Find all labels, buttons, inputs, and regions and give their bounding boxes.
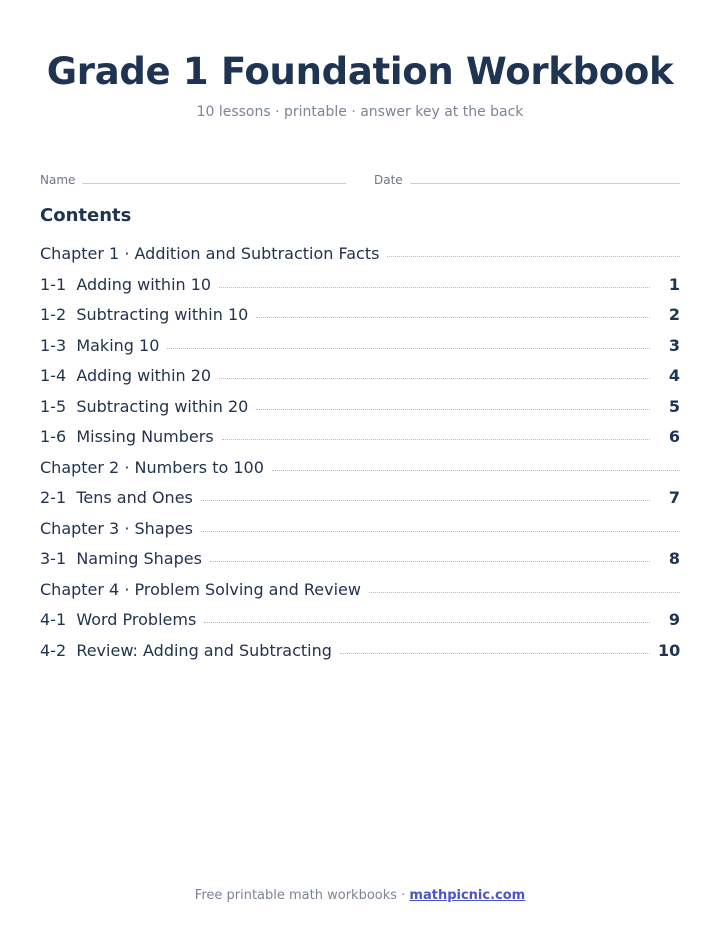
lesson-title: Tens and Ones [76, 488, 193, 507]
lesson-code: 3-1 [40, 549, 67, 568]
dot-leader [219, 287, 650, 288]
dot-leader [369, 592, 680, 593]
lesson-title: Subtracting within 10 [76, 305, 249, 324]
lesson-row-3-1[interactable] [40, 547, 680, 578]
dot-leader [204, 622, 650, 623]
dot-leader [256, 317, 650, 318]
chapter-label: Chapter 4 · Problem Solving and Review [40, 579, 361, 599]
lesson-page-number: 1 [668, 274, 680, 294]
lesson-row-1-6[interactable] [40, 425, 680, 456]
lesson-row-1-3[interactable] [40, 334, 680, 365]
chapter-row-2[interactable] [40, 456, 680, 487]
date-field[interactable] [374, 172, 680, 188]
contents-heading: Contents [40, 205, 132, 226]
lesson-row-4-1[interactable] [40, 608, 680, 639]
dot-leader [201, 531, 680, 532]
name-label: Name [40, 173, 76, 187]
date-label: Date [374, 173, 403, 187]
lesson-title: Adding within 10 [76, 274, 212, 294]
lesson-code: 4-2 [40, 640, 67, 660]
lesson-title: Word Problems [76, 610, 197, 629]
lesson-code: 1-1 [40, 274, 67, 294]
lesson-code: 2-1 [40, 488, 67, 507]
dot-leader [387, 256, 680, 257]
lesson-row-1-2[interactable] [40, 303, 680, 334]
footer-text: Free printable math workbooks · [194, 888, 410, 903]
lesson-row-4-2[interactable] [40, 639, 680, 670]
dot-leader [210, 561, 650, 562]
lesson-row-1-1[interactable] [40, 273, 680, 304]
dot-leader [167, 348, 650, 349]
chapter-row-4[interactable] [40, 578, 680, 609]
dot-leader [272, 470, 680, 471]
lesson-page-number: 6 [668, 427, 680, 446]
lesson-code: 1-5 [40, 396, 67, 416]
lesson-page-number: 9 [668, 610, 680, 629]
lesson-page-number: 4 [668, 366, 680, 385]
lesson-title: Subtracting within 20 [76, 396, 249, 416]
page-title: Grade 1 Foundation Workbook [46, 50, 674, 93]
lesson-title: Review: Adding and Subtracting [76, 640, 332, 660]
lesson-code: 1-2 [40, 305, 67, 324]
lesson-page-number: 5 [668, 396, 680, 416]
lesson-code: 1-6 [40, 427, 67, 446]
page-subtitle: 10 lessons · printable · answer key at the back [196, 104, 524, 120]
name-write-line[interactable] [82, 183, 346, 184]
lesson-row-1-5[interactable] [40, 395, 680, 426]
lesson-title: Adding within 20 [76, 366, 212, 385]
page-footer [0, 886, 720, 906]
dot-leader [256, 409, 650, 410]
lesson-page-number: 7 [668, 488, 680, 507]
lesson-page-number: 2 [668, 305, 680, 324]
chapter-label: Chapter 1 · Addition and Subtraction Facts [40, 244, 380, 263]
lesson-page-number: 10 [658, 640, 681, 660]
name-field[interactable] [40, 172, 346, 188]
dot-leader [219, 378, 650, 379]
footer-site-link[interactable]: mathpicnic.com [409, 888, 526, 903]
table-of-contents [40, 242, 680, 669]
lesson-page-number: 8 [668, 549, 680, 568]
lesson-title: Missing Numbers [76, 427, 214, 446]
chapter-label: Chapter 2 · Numbers to 100 [40, 457, 264, 477]
lesson-code: 1-4 [40, 366, 67, 385]
chapter-row-3[interactable] [40, 517, 680, 548]
chapter-row-1[interactable] [40, 242, 680, 273]
dot-leader [340, 653, 650, 654]
chapter-label: Chapter 3 · Shapes [40, 518, 193, 538]
lesson-title: Naming Shapes [76, 549, 202, 568]
name-date-row [40, 172, 680, 190]
dot-leader [222, 439, 650, 440]
lesson-title: Making 10 [76, 335, 160, 355]
lesson-code: 4-1 [40, 610, 67, 629]
date-write-line[interactable] [410, 183, 680, 184]
lesson-page-number: 3 [668, 335, 680, 355]
dot-leader [201, 500, 650, 501]
lesson-code: 1-3 [40, 335, 67, 355]
lesson-row-1-4[interactable] [40, 364, 680, 395]
lesson-row-2-1[interactable] [40, 486, 680, 517]
